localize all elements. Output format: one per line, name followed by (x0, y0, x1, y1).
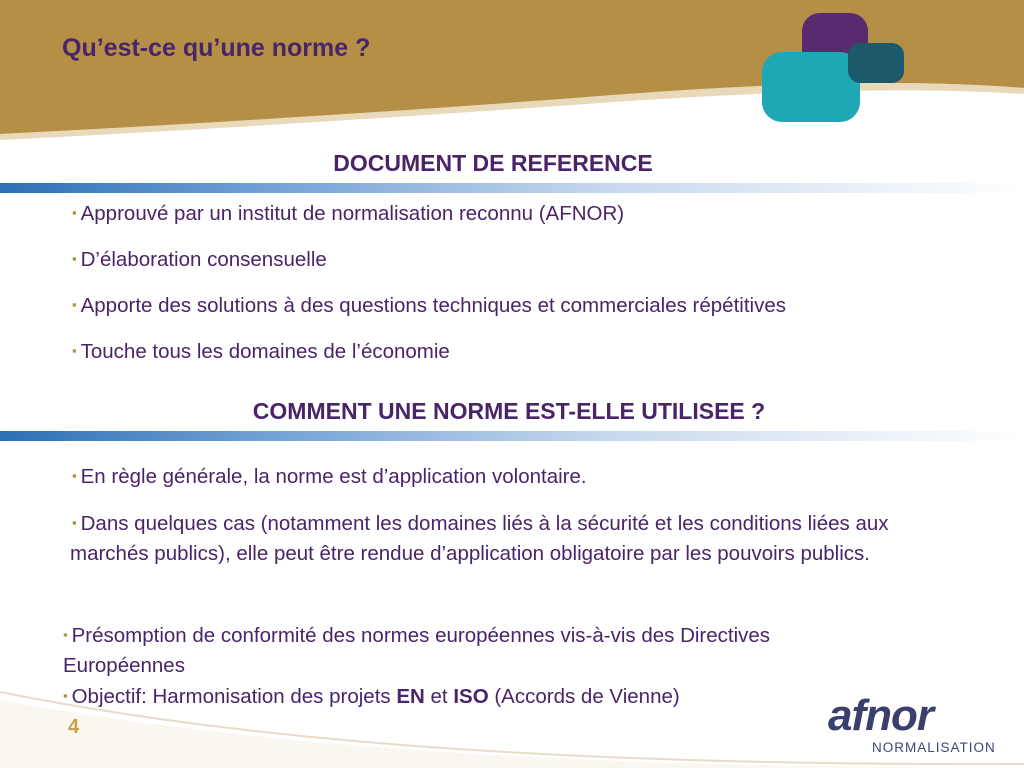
list-item: ▪ D’élaboration consensuelle (72, 248, 327, 271)
bullet-icon: ▪ (72, 251, 77, 266)
list-item: ▪ Approuvé par un institut de normalisation reconnu (AFNOR) (72, 202, 625, 225)
list-item: ▪ Apporte des solutions à des questions techniques et commerciales répétitives (72, 294, 786, 317)
bullet-icon: ▪ (72, 205, 77, 220)
section-heading-usage: COMMENT UNE NORME EST-ELLE UTILISEE ? (252, 398, 766, 424)
bullet-icon: ▪ (72, 468, 77, 483)
list-item: ▪ Présomption de conformité des normes européennes vis-à-vis des Directives Européennes (63, 624, 771, 677)
en-label: EN (396, 685, 425, 708)
slide-title: Qu’est-ce qu’une norme ? (62, 34, 371, 62)
list-item: ▪ En règle générale, la norme est d’application volontaire. (72, 465, 587, 488)
page-number: 4 (68, 716, 80, 738)
list-item: ▪ Touche tous les domaines de l’économie (72, 340, 450, 363)
bullet-icon: ▪ (63, 627, 68, 642)
bullet-icon: ▪ (72, 515, 77, 530)
brand-tagline: NORMALISATION (872, 740, 996, 755)
bullet-icon: ▪ (72, 297, 77, 312)
list-item: ▪ Dans quelques cas (notamment les domaines liés à la sécurité et les conditions liées aux marchés publics), elle peut être rendue d’application obligatoire par les pouvoirs publics. (70, 512, 889, 565)
section-heading-reference: DOCUMENT DE REFERENCE (333, 150, 653, 176)
brand-name: afnor (828, 691, 933, 740)
bullet-icon: ▪ (63, 688, 68, 703)
objective-item: ▪ Objectif: Harmonisation des projets EN et ISO (Accords de Vienne) (63, 685, 680, 708)
section-rule-reference (0, 183, 1024, 193)
iso-label: ISO (453, 685, 489, 708)
section-rule-usage (0, 431, 1024, 441)
afnor-logo (828, 691, 1008, 755)
bullet-icon: ▪ (72, 343, 77, 358)
decorative-logo-shapes (750, 10, 910, 125)
